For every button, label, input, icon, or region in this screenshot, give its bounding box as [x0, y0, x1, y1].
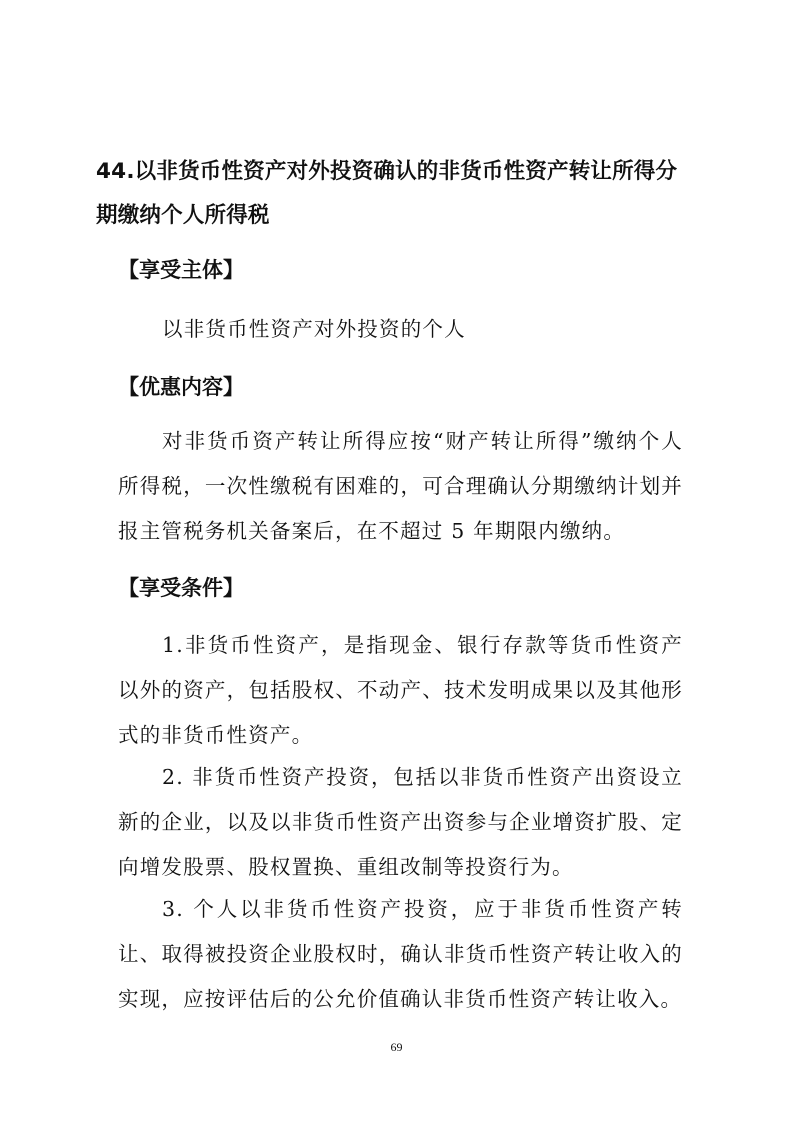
document-title: 44.以非货币性资产对外投资确认的非货币性资产转让所得分期缴纳个人所得税 [96, 159, 678, 228]
condition-item-3: 3. 个人以非货币性资产投资，应于非货币性资产转让、取得被投资企业股权时，确认非货币性资产转让收入的实现，应按评估后的公允价值确认非货币性资产转让收入。 [118, 897, 683, 1011]
condition-item-2: 2. 非货币性资产投资，包括以非货币性资产出资设立新的企业，以及以非货币性资产出资参与企业增资扩股、定向增发股票、股权置换、重组改制等投资行为。 [118, 765, 683, 879]
condition-item-1: 1.非货币性资产，是指现金、银行存款等货币性资产以外的资产，包括股权、不动产、技术发明成果以及其他形式的非货币性资产。 [118, 633, 683, 747]
section-heading-benefit-content: 【优惠内容】 [118, 375, 244, 399]
benefit-content-text: 对非货币资产转让所得应按“财产转让所得”缴纳个人所得税，一次性缴税有困难的，可合理确认分期缴纳计划并报主管税务机关备案后，在不超过 5 年期限内缴纳。 [118, 429, 683, 543]
page-number: 69 [390, 1040, 403, 1054]
beneficiary-text: 以非货币性资产对外投资的个人 [162, 317, 466, 341]
section-heading-conditions: 【享受条件】 [118, 576, 244, 600]
section-heading-beneficiary: 【享受主体】 [118, 258, 244, 282]
